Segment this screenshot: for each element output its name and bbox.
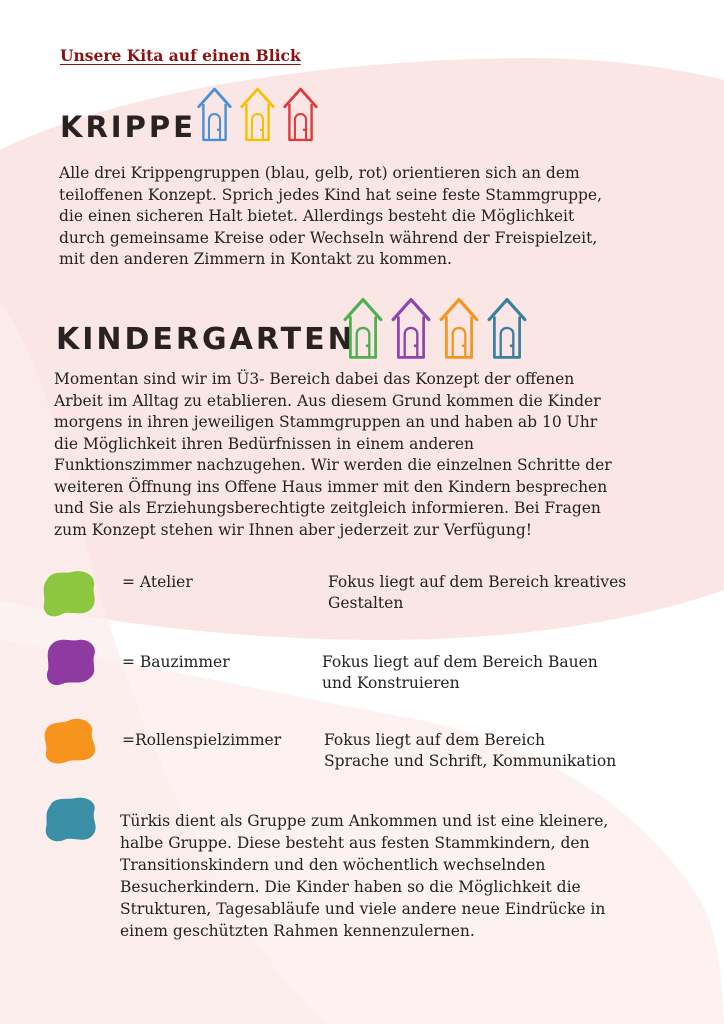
teal-house-icon <box>486 296 528 362</box>
green-house-icon <box>342 296 384 362</box>
page-title: Unsere Kita auf einen Blick <box>60 46 301 65</box>
legend-description: Fokus liegt auf dem Bereich kreatives Gestalten <box>328 573 627 612</box>
house-door <box>209 114 220 140</box>
purple-blob-icon <box>42 636 102 688</box>
house-door-knob <box>462 344 465 347</box>
house-door <box>252 114 263 140</box>
tuerkis-paragraph: Türkis dient als Gruppe zum Ankommen und ist eine kleinere, halbe Gruppe. Diese besteht aus festen Stammkindern, den Transitionskindern und den wöchentlich wechselnden Besucherkindern. Die Kinder haben so die Möglichkeit die Strukturen, Tagesabläufe und viele andere neue Eindrücke in einem geschützten Rahmen kennenzulernen. <box>120 812 609 940</box>
orange-house-icon <box>438 296 480 362</box>
krippe-heading: KRIPPE <box>60 110 196 144</box>
purple-house-icon <box>390 296 432 362</box>
house-walls <box>398 316 423 357</box>
house-door-knob <box>303 129 306 132</box>
legend-description: Fokus liegt auf dem Bereich Sprache und Schrift, Kommunikation <box>324 731 617 770</box>
legend-blob-shape <box>45 719 96 764</box>
house-walls <box>494 316 519 357</box>
house-walls <box>203 104 225 140</box>
kindergarten-paragraph: Momentan sind wir im Ü3- Bereich dabei das Konzept der offenen Arbeit im Alltag zu etablieren. Aus diesem Grund kommen die Kinder morgens in ihren jeweiligen Stammgruppen an und haben ab 10 Uhr die Möglichkeit ihren Bedürfnissen in einem anderen Funktionszimmer nachzugehen. Wir werden die einzelnen Schritte der weiteren Öffnung ins Offene Haus immer mit den Kindern besprechen und Sie als Erziehungsberechtigte zeitgleich informieren. Bei Fragen zum Konzept stehen wir Ihnen aber jederzeit zur Verfügung! <box>54 370 612 539</box>
house-door <box>453 328 466 357</box>
krippe-house-icons <box>196 86 325 144</box>
house-door-knob <box>366 344 369 347</box>
orange-blob-icon <box>40 716 100 768</box>
house-walls <box>246 104 268 140</box>
legend-name: = Atelier <box>122 573 193 591</box>
house-door-knob <box>510 344 513 347</box>
house-door-knob <box>217 129 220 132</box>
house-door <box>295 114 306 140</box>
blue-house-icon <box>196 86 233 144</box>
legend-name: = Bauzimmer <box>122 653 230 671</box>
kindergarten-heading: KINDERGARTEN <box>56 322 356 357</box>
house-walls <box>446 316 471 357</box>
krippe-paragraph: Alle drei Krippengruppen (blau, gelb, rot) orientieren sich an dem teiloffenen Konzept. Sprich jedes Kind hat seine feste Stammgruppe, die einen sicheren Halt bietet. Allerdings besteht die Möglichkeit durch gemeinsame Kreise oder Wechseln während der Freispielzeit, mit den anderen Zimmern in Kontakt zu kommen. <box>59 164 603 268</box>
green-blob-icon <box>40 568 100 620</box>
legend-name: =Rollenspielzimmer <box>122 731 282 749</box>
tuerkis-blob-shape <box>46 798 96 842</box>
house-walls <box>289 104 311 140</box>
legend-blob-shape <box>44 571 95 616</box>
house-walls <box>350 316 375 357</box>
house-door <box>501 328 514 357</box>
house-door-knob <box>260 129 263 132</box>
red-house-icon <box>282 86 319 144</box>
legend-description: Fokus liegt auf dem Bereich Bauen und Konstruieren <box>322 653 598 692</box>
teal-blob-icon <box>42 794 102 846</box>
kindergarten-house-icons <box>342 296 534 362</box>
house-door <box>405 328 418 357</box>
house-door <box>357 328 370 357</box>
yellow-house-icon <box>239 86 276 144</box>
legend-blob-shape <box>47 640 95 685</box>
house-door-knob <box>414 344 417 347</box>
